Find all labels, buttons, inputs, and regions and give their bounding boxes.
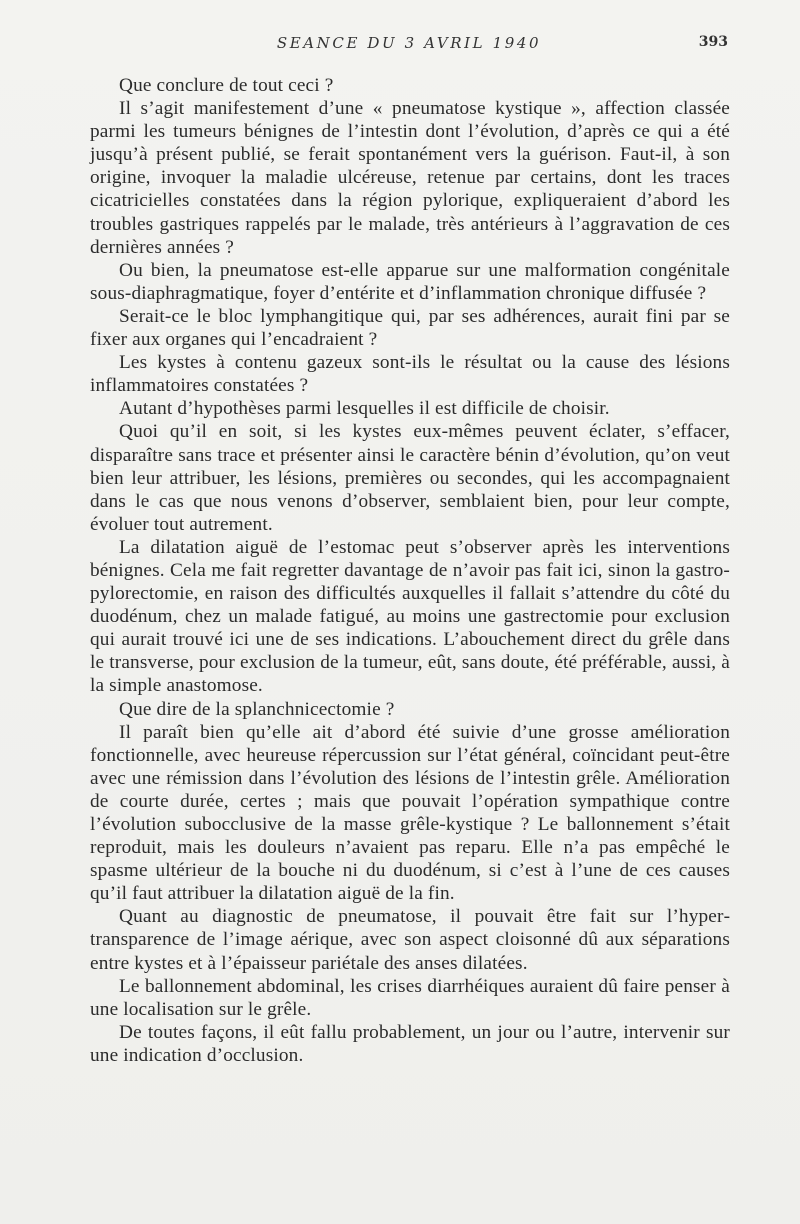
paragraph: Quant au diagnostic de pneumatose, il pouvait être fait sur l’hypertransparence de l’image aérique, avec son aspect cloisonné dû aux séparations entre kystes et à l’épaisseur pariétale des anses dilatées. — [90, 906, 730, 974]
paragraph: Autant d’hypothèses parmi lesquelles il est difficile de choisir. — [119, 398, 610, 420]
paragraph: Ou bien, la pneumatose est-elle apparue sur une malformation congénitale sous-diaphragmatique, foyer d’entérite et d’inflammation chronique diffusée ? — [90, 259, 730, 304]
paragraph: Il s’agit manifestement d’une « pneumatose kystique », affection classée parmi les tumeurs bénignes de l’intestin dont l’évolution, d’après ce qui a été jusqu’à présent publié, se ferait spontanément vers la guérison. Faut-il, à son origine, invoquer la maladie ulcéreuse, retenue par certains, dont les traces cicatricielles constatées dans la région pylorique, expliqueraient d’abord les troubles gastriques rappelés par le malade, très antérieurs à l’aggravation de ces dernières années ? — [90, 98, 730, 258]
paragraph: Que conclure de tout ceci ? — [119, 75, 334, 96]
paragraph: Serait-ce le bloc lymphangitique qui, par ses adhérences, aurait fini par se fixer aux organes qui l’encadraient ? — [90, 305, 730, 351]
paragraph: Les kystes à contenu gazeux sont-ils le résultat ou la cause des lésions inflammatoires constatées ? — [90, 352, 730, 397]
running-head — [90, 34, 728, 56]
paragraph: De toutes façons, il eût fallu probablement, un jour ou l’autre, intervenir sur une indication d’occlusion. — [90, 1021, 730, 1066]
running-title: SEANCE DU 3 AVRIL 1940 — [276, 34, 542, 52]
body-text — [90, 74, 730, 1067]
paragraph: Il paraît bien qu’elle ait d’abord été suivie d’une grosse amélioration fonctionnelle, avec heureuse répercussion sur l’état général, coïncidant peut-être avec une rémission dans l’évolution des lésions de l’intestin grêle. Amélioration de courte durée, certes ; mais que pouvait l’opération sympathique contre l’évolution subocclusive de la masse grêle-kystique ? Le ballonnement s’était reproduit, mais les douleurs n’avaient pas reparu. Elle n’a pas empêché le spasme ultérieur de la bouche ni du duodénum, si c’est à l’une de ces causes qu’il faut attribuer la dilatation aiguë de la fin. — [90, 721, 730, 905]
page-number: 393 — [698, 34, 728, 50]
paragraph: Que dire de la splanchnicectomie ? — [119, 698, 395, 720]
paragraph: Le ballonnement abdominal, les crises diarrhéiques auraient dû faire penser à une localisation sur le grêle. — [90, 975, 730, 1020]
paragraph: Quoi qu’il en soit, si les kystes eux-mêmes peuvent éclater, s’effacer, disparaître sans trace et présenter ainsi le caractère bénin d’évolution, qu’on veut bien leur attribuer, les lésions, premières ou secondes, qui les accompagnaient dans le cas que nous venons d’observer, semblaient bien, pour leur compte, évoluer tout autrement. — [90, 421, 730, 535]
paragraph: La dilatation aiguë de l’estomac peut s’observer après les interventions bénignes. Cela me fait regretter davantage de n’avoir pas fait ici, sinon la gastro-pylorectomie, en raison des difficultés auxquelles il fallait s’attendre du côté du duodénum, chez un malade fatigué, au moins une gastrectomie pour exclusion qui aurait trouvé ici une de ses indications. L’abouchement direct du grêle dans le transverse, pour exclusion de la tumeur, eût, sans doute, été préférable, aussi, à la simple anastomose. — [90, 536, 730, 697]
